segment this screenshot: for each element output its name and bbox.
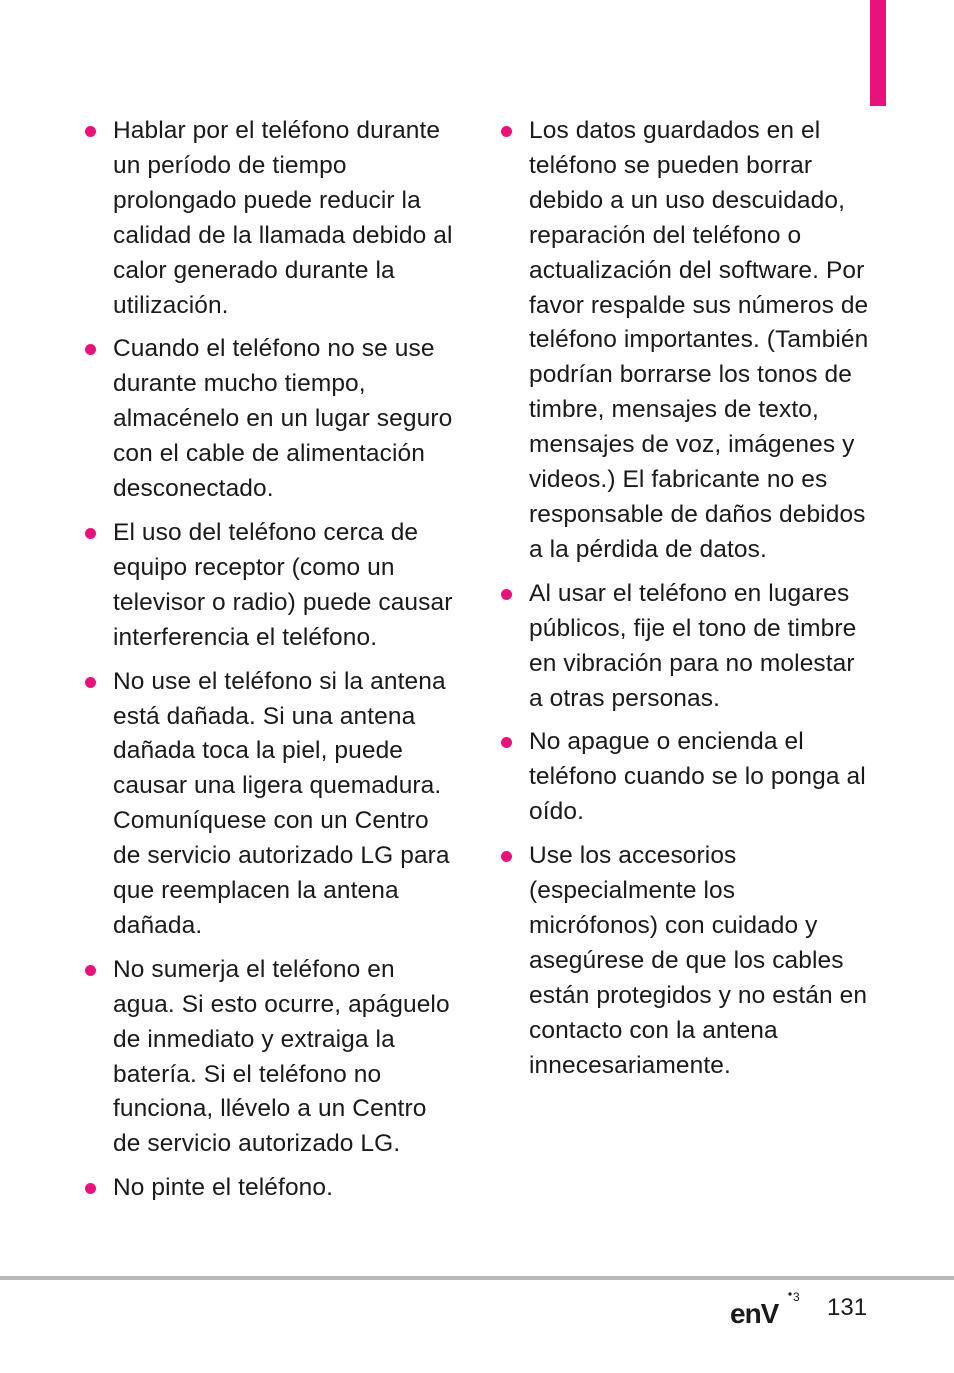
- bullet-icon: [85, 126, 96, 137]
- logo-dot: [788, 1292, 791, 1295]
- list-item-text: Hablar por el teléfono durante un período de tiempo prolongado puede reducir la calidad de la llamada debido al calor generado durante la utilización.: [113, 117, 453, 319]
- logo-text: enV: [730, 1298, 779, 1328]
- left-column: [84, 114, 458, 1215]
- env3-logo-icon: [730, 1288, 804, 1328]
- list-item: [84, 953, 458, 1162]
- bullet-icon: [85, 1183, 96, 1194]
- bullet-list-left: [84, 114, 458, 1206]
- bullet-icon: [501, 737, 512, 748]
- list-item-text: No use el teléfono si la antena está dañada. Si una antena dañada toca la piel, puede causar una ligera quemadura. Comuníquese con un Centro de servicio autorizado LG para que reemplacen la antena dañada.: [113, 667, 450, 939]
- bullet-icon: [501, 126, 512, 137]
- list-item-text: Use los accesorios (especialmente los micrófonos) con cuidado y asegúrese de que los cables están protegidos y no están en contacto con la antena innecesariamente.: [529, 842, 868, 1079]
- page-number: 131: [827, 1294, 868, 1321]
- bullet-icon: [501, 851, 512, 862]
- list-item: [500, 725, 870, 830]
- list-item-text: No pinte el teléfono.: [113, 1174, 334, 1202]
- bullet-icon: [85, 677, 96, 688]
- list-item: [84, 516, 458, 656]
- list-item-text: No apague o encienda el teléfono cuando se lo ponga al oído.: [529, 728, 866, 826]
- logo-superscript: 3: [793, 1290, 800, 1304]
- list-item: [84, 1171, 458, 1206]
- bullet-icon: [85, 965, 96, 976]
- footer-divider: [0, 1276, 954, 1280]
- list-item: [84, 332, 458, 507]
- list-item-text: El uso del teléfono cerca de equipo receptor (como un televisor o radio) puede causar interferencia el teléfono.: [113, 518, 453, 651]
- right-column: [500, 114, 870, 1092]
- bullet-icon: [501, 589, 512, 600]
- list-item-text: Cuando el teléfono no se use durante mucho tiempo, almacénelo en un lugar seguro con el cable de alimentación desconectado.: [113, 335, 453, 503]
- list-item-text: Al usar el teléfono en lugares públicos, fije el tono de timbre en vibración para no molestar a otras personas.: [529, 579, 857, 712]
- list-item: [500, 839, 870, 1083]
- list-item-text: No sumerja el teléfono en agua. Si esto ocurre, apáguelo de inmediato y extraiga la batería. Si el teléfono no funciona, llévelo a un Centro de servicio autorizado LG.: [113, 955, 450, 1158]
- list-item: [500, 577, 870, 717]
- list-item: [84, 114, 458, 323]
- list-item-text: Los datos guardados en el teléfono se pueden borrar debido a un uso descuidado, reparación del teléfono o actualización del software. Por favor respalde sus números de teléfono importantes. (También podrían borrarse los tonos de timbre, mensajes de texto, mensajes de voz, imágenes y videos.) El fabricante no es responsable de daños debidos a la pérdida de datos.: [529, 117, 869, 563]
- bullet-icon: [85, 528, 96, 539]
- section-tab-marker: [870, 0, 886, 106]
- list-item: [500, 114, 870, 568]
- bullet-list-right: [500, 114, 870, 1083]
- list-item: [84, 665, 458, 944]
- bullet-icon: [85, 344, 96, 355]
